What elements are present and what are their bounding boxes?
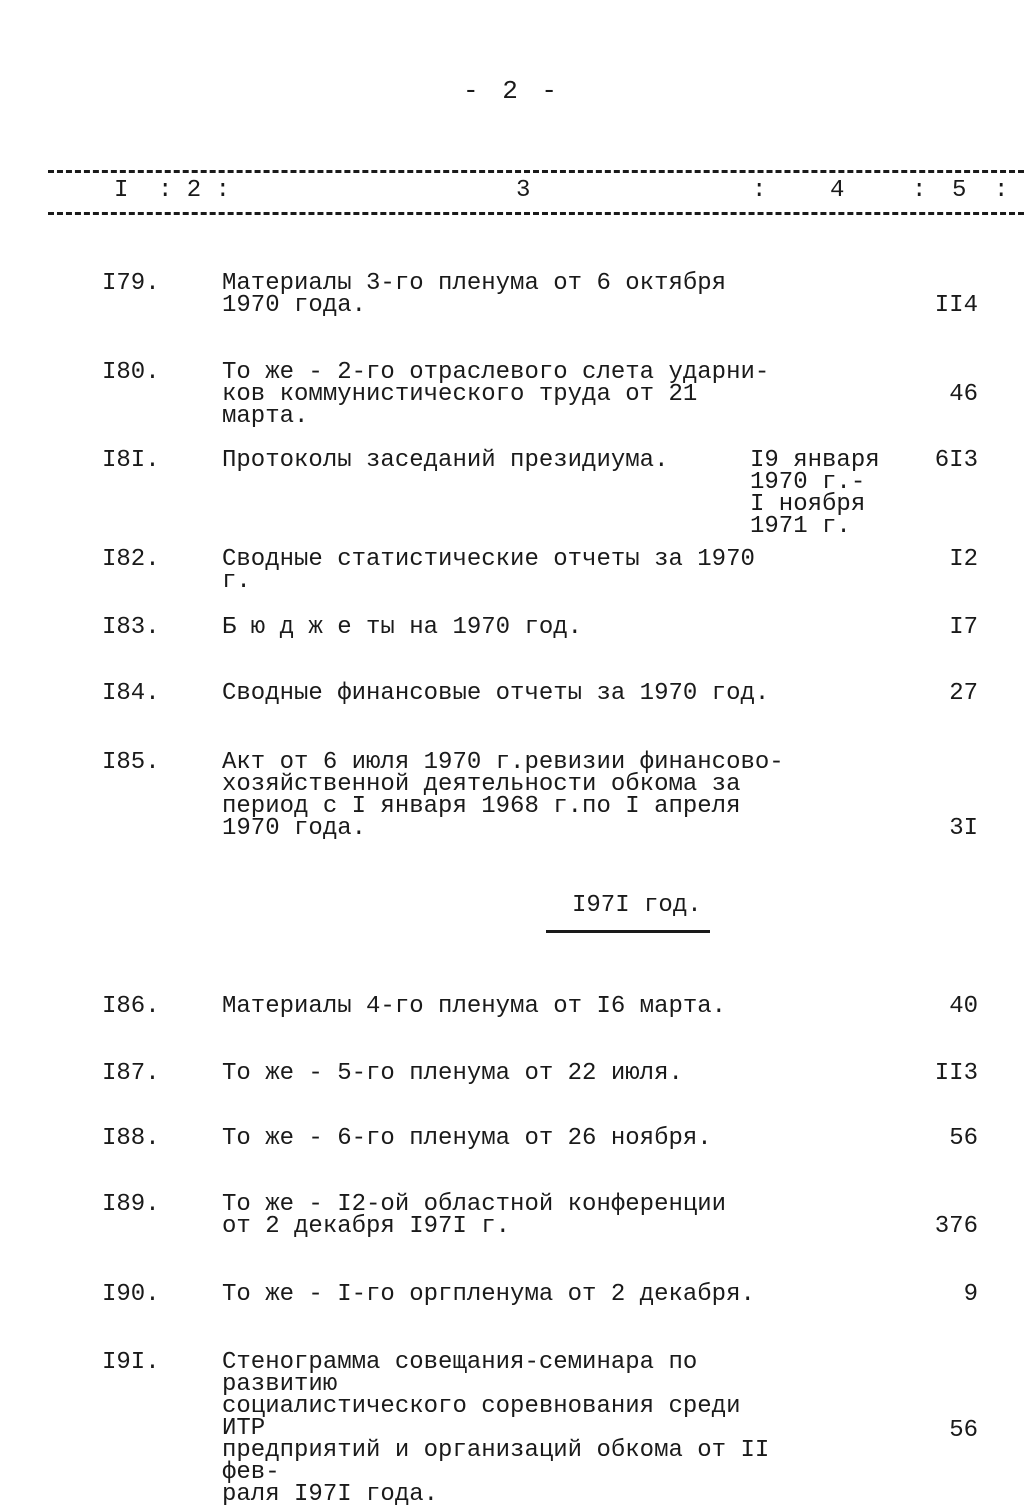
item-dates: I9 января 1970 г.- I ноября 1971 г. (750, 447, 880, 540)
item-sheets: 56 (949, 1417, 978, 1444)
item-sheets: 3I (949, 815, 978, 842)
item-number: I90. (102, 1281, 160, 1308)
item-sheets: 9 (963, 1281, 978, 1308)
list-item (0, 447, 1024, 540)
table-header-top-rule (48, 170, 1024, 173)
item-number: I88. (102, 1125, 160, 1152)
list-item (0, 1125, 1024, 1152)
item-number: I86. (102, 993, 160, 1020)
year-heading: I97I год. (572, 892, 702, 919)
item-description: Акт от 6 июля 1970 г.ревизии финансово- хозяйственной деятельности обкома за период с I января 1968 г.по I апреля 1970 года. (222, 749, 784, 842)
item-description: То же - 6-го пленума от 26 ноября. (222, 1125, 712, 1152)
item-number: I82. (102, 546, 160, 573)
column-header-separator: : (994, 177, 1009, 204)
item-description: Материалы 3-го пленума от 6 октября 1970 года. (222, 270, 727, 319)
page-number: - 2 - (462, 76, 561, 106)
item-sheets: 46 (949, 381, 978, 408)
table-header-bottom-rule (48, 212, 1024, 215)
item-number: I85. (102, 749, 160, 776)
column-header-separator: : (752, 177, 767, 204)
column-header-4: 4 (830, 177, 845, 204)
list-item (0, 614, 1024, 641)
item-sheets: II4 (934, 292, 978, 319)
list-item (0, 1281, 1024, 1308)
item-number: I83. (102, 614, 160, 641)
item-sheets: 56 (949, 1125, 978, 1152)
list-item (0, 1191, 1024, 1240)
year-heading-underline (546, 930, 710, 933)
column-header-3: 3 (516, 177, 531, 204)
list-item (0, 993, 1024, 1020)
item-description: То же - I-го оргпленума от 2 декабря. (222, 1281, 755, 1308)
item-number: I80. (102, 359, 160, 386)
list-item (0, 749, 1024, 842)
item-sheets: 27 (949, 680, 978, 707)
list-item (0, 680, 1024, 707)
item-number: I87. (102, 1060, 160, 1087)
item-description: То же - 2-го отраслевого слета ударни- ков коммунистического труда от 21 марта. (222, 359, 770, 430)
item-sheets: II3 (934, 1060, 978, 1087)
item-description: Стенограмма совещания-семинара по развитию социалистического соревнования среди ИТР предприятий и организаций обкома от II фев- раля I97I года. (222, 1349, 770, 1508)
list-item (0, 1060, 1024, 1087)
item-description: Сводные статистические отчеты за 1970 г. (222, 546, 755, 595)
item-description: Протоколы заседаний президиума. (222, 447, 669, 474)
column-header-separator: : (912, 177, 927, 204)
item-description: Материалы 4-го пленума от I6 марта. (222, 993, 727, 1020)
item-description: Б ю д ж е ты на 1970 год. (222, 614, 583, 641)
item-sheets: 40 (949, 993, 978, 1020)
item-description: То же - 5-го пленума от 22 июля. (222, 1060, 683, 1087)
list-item (0, 1349, 1024, 1508)
list-item (0, 359, 1024, 430)
list-item (0, 546, 1024, 595)
column-header-5: 5 (952, 177, 967, 204)
column-header-2: : 2 : (158, 177, 231, 204)
item-number: I79. (102, 270, 160, 297)
item-number: I89. (102, 1191, 160, 1218)
column-header-1: I (114, 177, 129, 204)
item-number: I8I. (102, 447, 160, 474)
item-sheets: I7 (949, 614, 978, 641)
item-sheets: 376 (934, 1213, 978, 1240)
item-sheets: I2 (949, 546, 978, 573)
item-number: I9I. (102, 1349, 160, 1376)
item-number: I84. (102, 680, 160, 707)
list-item (0, 270, 1024, 319)
item-description: То же - I2-ой областной конференции от 2 декабря I97I г. (222, 1191, 727, 1240)
item-description: Сводные финансовые отчеты за 1970 год. (222, 680, 770, 707)
item-sheets: 6I3 (934, 447, 978, 474)
